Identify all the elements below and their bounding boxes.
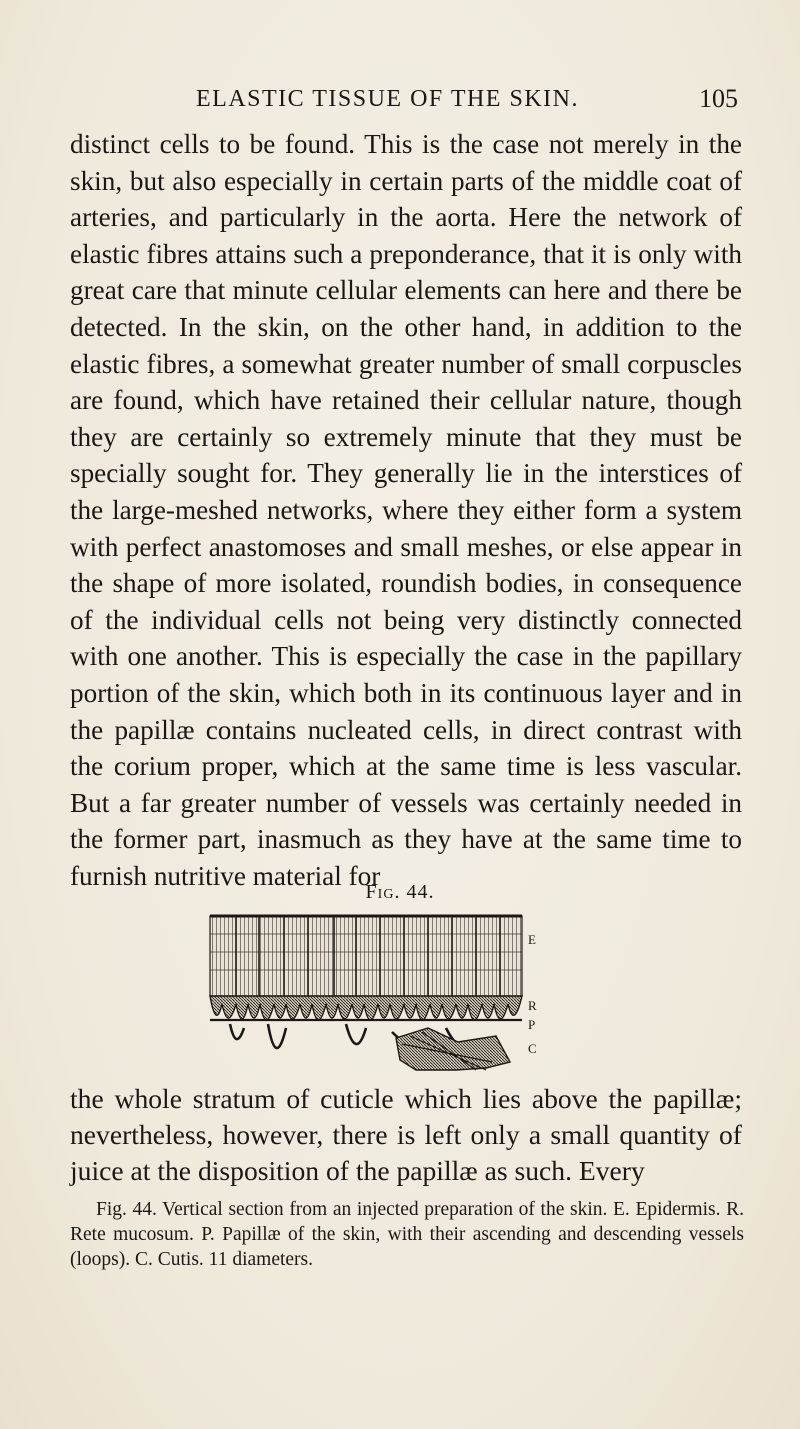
figure-caption: Fig. 44. Vertical section from an injected preparation of the skin. E. Epidermis. R. Rete mucosum. P. Papillæ of the skin, with their ascending and descending vessels (loops). C. Cutis. 11 diameters. xyxy=(70,1199,744,1270)
body-paragraph-1: distinct cells to be found. This is the case not merely in the skin, but also especially in certain parts of the middle coat of arteries, and particularly in the aorta. Here the network of elastic fibres attains such a preponderance, that it is only with great care that minute cellular elements can here and there be detected. In the skin, on the other hand, in addition to the elastic fibres, a somewhat greater number of small corpuscles are found, which have retained their cellular nature, though they are certainly so extremely minute that they must be specially sought for. They generally lie in the interstices of the large-meshed networks, where they either form a system with perfect anastomoses and small meshes, or else appear in the shape of more isolated, roundish bodies, in consequence of the individual cells not being very distinctly connected with one another. This is especially the case in the papillary portion of the skin, which both in its continuous layer and in the papillæ contains nucleated cells, in direct contrast with the corium proper, which at the same time is less vascular. But a far greater number of vessels was certainly needed in the former part, inasmuch as they have at the same time to furnish nutritive material for xyxy=(70,129,742,891)
marker-rete-mucosum: R xyxy=(528,998,537,1013)
rete-mucosum-layer xyxy=(210,996,522,1020)
body-paragraph-2: the whole stratum of cuticle which lies above the papillæ; nevertheless, however, there is left only a small quantity of juice at the disposition of the papillæ as such. Every xyxy=(70,1083,742,1186)
page-number: 105 xyxy=(699,84,738,113)
skin-section-illustration xyxy=(196,912,548,1072)
cutis-layer xyxy=(396,1028,510,1070)
marker-epidermis: E xyxy=(528,932,536,947)
marker-cutis: C xyxy=(528,1041,537,1056)
marker-papillae: P xyxy=(528,1017,536,1032)
running-head: ELASTIC TISSUE OF THE SKIN. xyxy=(196,86,579,112)
epidermis-layer xyxy=(210,916,522,996)
figure-label: Fig. 44. xyxy=(365,881,435,903)
